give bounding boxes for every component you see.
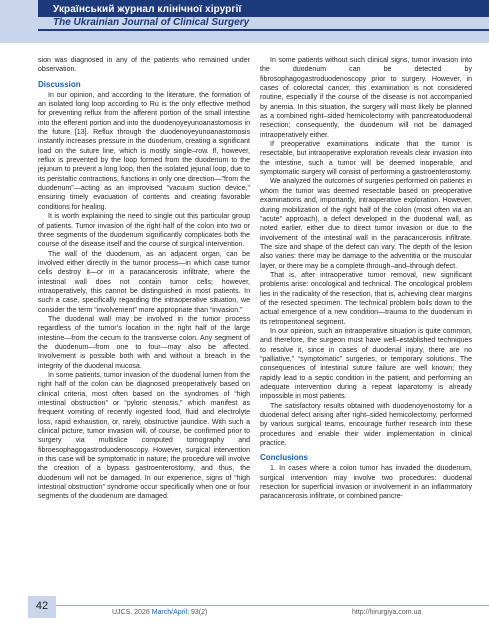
discussion-paragraph-10: In our opinion, such an intraoperative situation is quite common, and therefore, the surgeon must have well–established techniques to resolve it, since in cases of duodenal injury, there are no “palliative,” “symptomatic” surgeries, or temporary solutions. The consequences of intestinal suture failure are well known; they rapidly lead to a septic condition in the patient, and performing an adequate intervention during a repeat laparotomy is already impossible in most patients. (260, 327, 472, 401)
discussion-paragraph-6: In some patients without such clinical signs, tumor invasion into the duodenum can be detected by fibrosophagogastroduodenoscopy prior to surgery. However, in cases of colorectal cancer, this examination is not considered routine, especially if the course of the disease is not accompanied by anemia. In this situation, the surgery will most likely be planned as a combined right–sided hemicolectomy with pancreatoduodenal resection; consequently, the duodenum will not be damaged intraoperatively either. (260, 57, 472, 139)
footer-journal-issue: 93(2) (191, 609, 208, 616)
footer-journal-citation (112, 609, 207, 616)
footer-journal-date: March/April; (151, 609, 190, 616)
footer-divider (38, 605, 489, 606)
left-column (38, 56, 250, 502)
page-number: 42 (35, 600, 49, 612)
discussion-paragraph-5: In some patients, tumor invasion of the duodenal lumen from the right half of the colon can be diagnosed preoperatively based on clinical criteria, most often based on the syndromes of “high intestinal obstruction” or “pyloric stenosis,” which manifest as frequent vomiting of recently ingested food, fluid and electrolyte loss, rapid exhaustion, or, rarely, obstructive jaundice. With such a clinical picture, tumor invasion will, of course, be confirmed prior to surgery via multislice computed tomography and fibroesophagogastroduodenoscopy. However, surgical intervention in this case will be symptomatic in nature; the procedure will involve the creation of a bypass gastroenterostomy, and thus, the duodenum will not be damaged. In our experience, signs of “high intestinal obstruction” syndrome occur specifically when one or four segments of the duodenum are damaged. (38, 372, 250, 501)
conclusions-heading: Conclusions (260, 453, 309, 463)
discussion-paragraph-9: That is, after intraoperative tumor removal, new significant problems arise: oncological and technical. The oncological problem lies in the radicality of the resection, that is, achieving clear margins of the resected specimen. The technical problem boils down to the actual emergence of a new condition—trauma to the duodenum in its retroperitoneal segment. (260, 271, 472, 326)
conclusions-paragraph-1: 1. In cases where a colon tumor has invaded the duodenum, surgical intervention may involve two procedures: duodenal resection for superficial invasion or involvement in an inflammatory paracancerosis infiltrate, or combined pancre- (260, 465, 472, 501)
right-column (260, 56, 472, 502)
discussion-heading: Discussion (38, 79, 81, 89)
discussion-paragraph-11: The satisfactory results obtained with duodenoyenostomy for a duodenal defect arising after right–sided hemicolectomy, performed by various surgical teams, encourage further research into these procedures and enable their wider implementation in clinical practice. (260, 402, 472, 448)
journal-header-banner (0, 0, 489, 43)
discussion-paragraph-1: In our opinion, and according to the literature, the formation of an isolated long loop according to Ru is the only effective method for preventing reflux from the afferent portion of the small intestine into the efferent portion and into the duodenoyeyunoanastomosis in the future [13]. Reflux through the duodenoyeyunoanastomosis instantly increases pressure in the duodenum, creating a significant load on the suture line, which is mostly single–row. If, however, reflux is prevented by the loop formed from the duodenum to the jejunum to prevent a long loop, then the isolated jejunal loop, due to its peristaltic contractions, functions in only one direction—"from the duodenum"—acting as an improvised "vacuum suction device," ensuring timely evacuation of contents and creating favorable conditions for healing. (38, 91, 250, 211)
page-number-box (28, 596, 56, 618)
paragraph-intro: sion was diagnosed in any of the patients who remained under observation. (38, 57, 250, 74)
footer-url-link[interactable]: http://hirurgiya.com.ua (352, 609, 422, 616)
discussion-paragraph-7: If preoperative examinations indicate that the tumor is resectable, but intraoperative exploration reveals clear invasion into the intestine, such a tumor will be deemed inoperable, and symptomatic surgery will consist of performing a gastroenterostomy. (260, 141, 472, 177)
journal-title-ukrainian: Український журнал клінічної хірургії (53, 4, 242, 15)
header-divider (38, 29, 489, 31)
footer-journal-prefix: UJCS. 2026 (112, 609, 150, 616)
journal-title-english: The Ukrainian Journal of Clinical Surgery (53, 17, 250, 28)
discussion-paragraph-4: The duodenal wall may be involved in the tumor process regardless of the tumor’s location in the right half of the large intestine—from the cecum to the transverse colon. Any segment of the duodenum—from one to four—may also be affected. Involvement is possible both with and without a breach in the integrity of the duodenal mucosa. (38, 315, 250, 370)
discussion-paragraph-3: The wall of the duodenum, as an adjacent organ, can be involved either directly in the tumor process—in which case tumor cells destroy it—or in a paracancerosis infiltrate, where the intestinal wall does not contain tumor cells; however, intraoperatively, this cannot be distinguished in most patients. In such a case, specifically regarding the intraoperative situation, we consider the term “involvement” more appropriate than “invasion.” (38, 250, 250, 314)
discussion-paragraph-8: We analyzed the outcomes of surgeries performed on patients in whom the tumor was deemed resectable based on preoperative examinations and, importantly, intraoperative exploration. However, during mobilization of the right half of the colon (most often via an “acute” approach), a defect developed in the duodenal wall, as noted earlier, either due to direct tumor invasion or due to the involvement of the intestinal wall in the paracancerosis infiltrate. The size and shape of the defect can vary. The depth of the lesion also varies: there may be damage to the adventitia or the muscular layer, or there may be a complete through–and–through defect. (260, 178, 472, 270)
discussion-paragraph-2: It is worth explaining the need to single out this particular group of patients. Tumor invasion of the right half of the colon into two or three segments of the duodenum significantly complicates both the course of the disease itself and the course of surgical intervention. (38, 213, 250, 249)
